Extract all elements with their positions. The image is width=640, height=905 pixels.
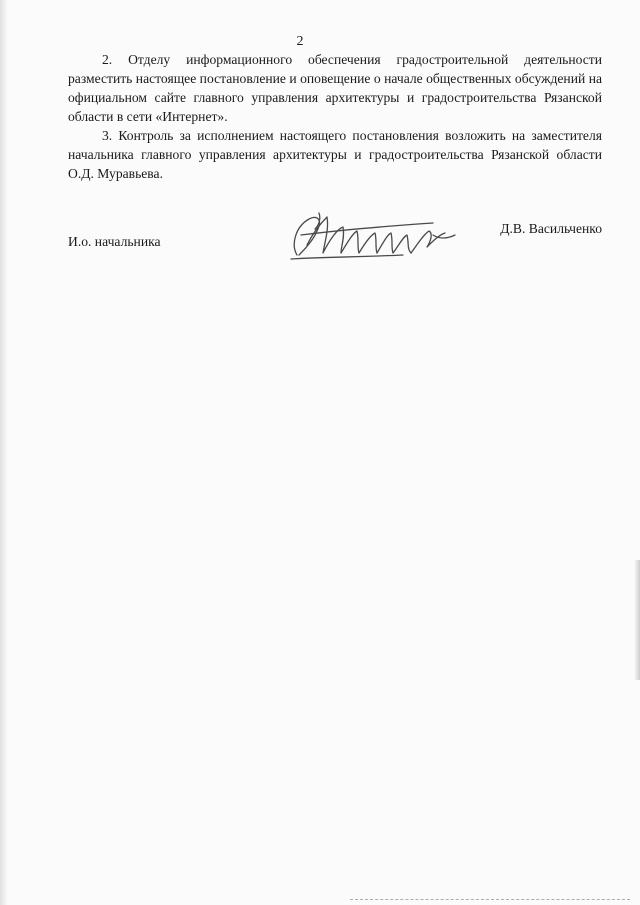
signatory-position: И.о. начальника: [68, 234, 161, 249]
paragraph-3: 3. Контроль за исполнением настоящего постановления возложить на заместителя начальника главного управления архитектуры и градостроительства Рязанской области О.Д. Муравьева.: [68, 128, 602, 181]
scan-bottom-edge: [350, 899, 630, 903]
scan-shadow-left: [0, 0, 8, 905]
page-number: 2: [296, 34, 304, 49]
handwritten-signature: [283, 205, 463, 265]
paragraph-2: 2. Отделу информационного обеспечения градостроительной деятельности разместить настоящее постановление и оповещение о начале общественных обсуждений на официальном сайте главного управления архитектуры и градостроительства Рязанской области в сети «Интернет».: [68, 52, 602, 124]
document-body: [68, 50, 602, 183]
scan-shadow-right: [634, 560, 640, 680]
signatory-name: Д.В. Васильченко: [500, 221, 602, 236]
signature-block: [68, 205, 602, 275]
